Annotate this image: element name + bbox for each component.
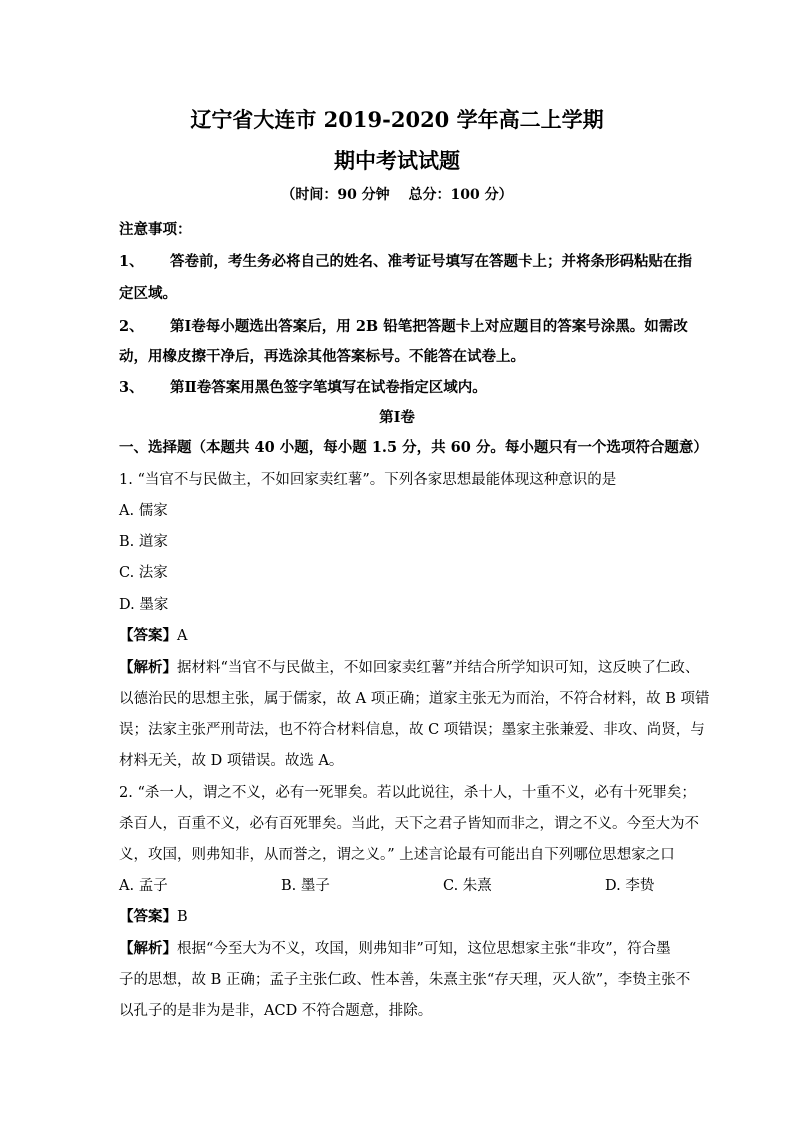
question-stem: 2. “杀一人，谓之不义，必有一死罪矣。若以此说往，杀十人，十重不义，必有十死罪矣； bbox=[119, 785, 696, 801]
analysis-text: 以孔子的是非为是非，ACD 不符合题意，排除。 bbox=[119, 1003, 433, 1019]
note-text: 答卷前，考生务必将自己的姓名、准考证号填写在答题卡上；并将条形码粘贴在指 bbox=[170, 253, 692, 270]
analysis-label: 【解析】 bbox=[119, 659, 177, 676]
answer-line bbox=[119, 624, 187, 645]
answer-line bbox=[119, 905, 188, 926]
answer-value: A bbox=[177, 628, 188, 644]
analysis-text: 误；法家主张严刑苛法，也不符合材料信息，故 C 项错误；墨家主张兼爱、非攻、尚贤，与 bbox=[119, 722, 705, 738]
note-item bbox=[119, 250, 692, 271]
option-c: C. 朱熹 bbox=[443, 878, 492, 894]
option-d: D. 墨家 bbox=[119, 597, 169, 613]
note-item bbox=[119, 315, 688, 336]
note-text: 第Ⅰ卷每小题选出答案后，用 2B 铅笔把答题卡上对应题目的答案号涂黑。如需改 bbox=[170, 318, 688, 335]
note-item bbox=[119, 376, 487, 397]
analysis-label: 【解析】 bbox=[119, 940, 177, 957]
note-text-cont: 动，用橡皮擦干净后，再选涂其他答案标号。不能答在试卷上。 bbox=[119, 348, 525, 365]
option-c: C. 法家 bbox=[119, 565, 168, 581]
analysis-text: 根据“今至大为不义，攻国，则弗知非”可知，这位思想家主张“非攻”，符合墨 bbox=[177, 941, 671, 957]
analysis-text: 以德治民的思想主张，属于儒家，故 A 项正确；道家主张无为而治，不符合材料，故 B 项错 bbox=[119, 691, 710, 707]
answer-value: B bbox=[177, 909, 188, 925]
volume-title: 第Ⅰ卷 bbox=[379, 409, 415, 426]
note-text: 第Ⅱ卷答案用黑色签字笔填写在试卷指定区域内。 bbox=[170, 379, 487, 396]
analysis-line bbox=[119, 656, 699, 677]
option-d: D. 李贽 bbox=[605, 878, 655, 894]
option-b: B. 墨子 bbox=[281, 878, 330, 894]
page-subtitle: 期中考试试题 bbox=[334, 148, 460, 173]
analysis-line bbox=[119, 937, 671, 958]
section-heading: 一、选择题（本题共 40 小题，每小题 1.5 分，共 60 分。每小题只有一个选项符合题意） bbox=[119, 439, 708, 456]
page-title: 辽宁省大连市 2019-2020 学年高二上学期 bbox=[190, 107, 604, 132]
analysis-text: 材料无关，故 D 项错误。故选 A。 bbox=[119, 753, 344, 769]
options-row bbox=[119, 874, 654, 895]
exam-info: （时间：90 分钟 总分：100 分） bbox=[281, 187, 513, 203]
question-stem: 义，攻国，则弗知非，从而誉之，谓之义。” 上述言论最有可能出自下列哪位思想家之口 bbox=[119, 847, 675, 863]
option-b: B. 道家 bbox=[119, 534, 168, 550]
answer-label: 【答案】 bbox=[119, 908, 177, 925]
note-number: 2、 bbox=[119, 318, 144, 335]
option-a: A. 儒家 bbox=[119, 503, 168, 519]
note-text-cont: 定区域。 bbox=[119, 285, 177, 302]
notes-heading: 注意事项： bbox=[119, 221, 192, 238]
note-number: 3、 bbox=[119, 379, 144, 396]
analysis-text: 子的思想，故 B 正确；孟子主张仁政、性本善，朱熹主张“存天理，灭人欲”，李贽主张不 bbox=[119, 972, 691, 988]
question-stem: 1. “当官不与民做主，不如回家卖红薯”。下列各家思想最能体现这种意识的是 bbox=[119, 472, 617, 488]
option-a: A. 孟子 bbox=[119, 878, 168, 894]
note-number: 1、 bbox=[119, 253, 144, 270]
question-stem: 杀百人，百重不义，必有百死罪矣。当此，天下之君子皆知而非之，谓之不义。今至大为不 bbox=[119, 816, 699, 832]
answer-label: 【答案】 bbox=[119, 627, 177, 644]
analysis-text: 据材料“当官不与民做主，不如回家卖红薯”并结合所学知识可知，这反映了仁政、 bbox=[177, 660, 700, 676]
